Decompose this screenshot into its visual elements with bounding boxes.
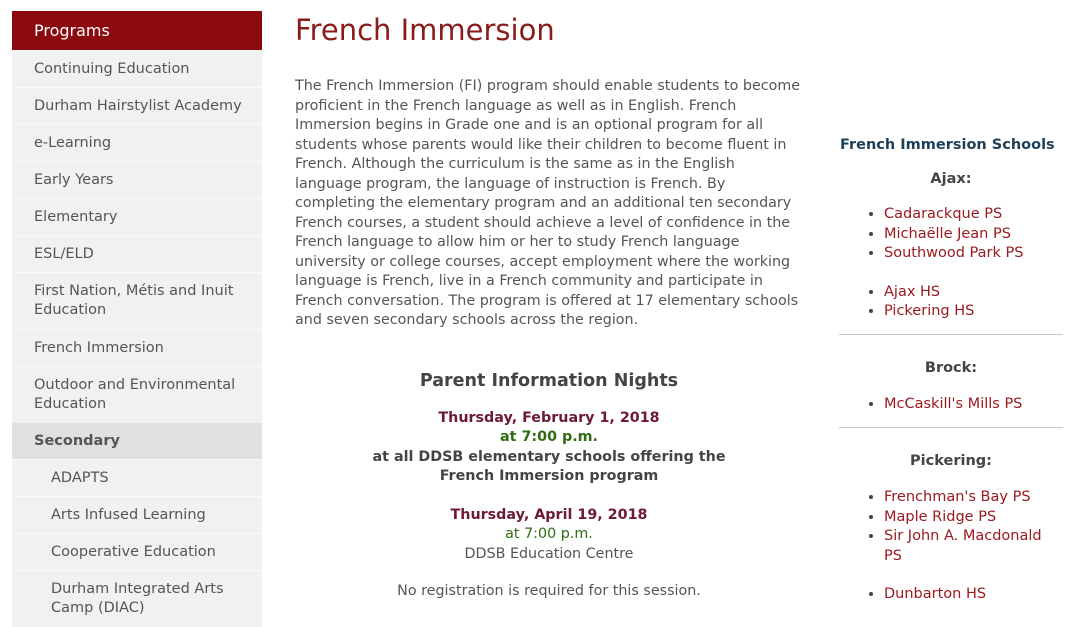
event-description-line1: at all DDSB elementary schools offering the <box>372 448 726 465</box>
town-heading-ajax: Ajax: <box>930 171 972 187</box>
sidebar-item-elementary[interactable]: Elementary <box>12 198 262 235</box>
sidebar-subitem-diac[interactable]: Durham Integrated Arts Camp (DIAC) <box>12 570 262 627</box>
sidebar-item-outdoor-education[interactable]: Outdoor and Environmental Education <box>12 366 262 423</box>
page-title: French Immersion <box>295 13 555 47</box>
event-location: DDSB Education Centre <box>464 545 634 562</box>
sidebar-subitem-cooperative-education[interactable]: Cooperative Education <box>12 533 262 570</box>
event-date: Thursday, February 1, 2018 <box>438 409 660 426</box>
event-description-line2: French Immersion program <box>439 468 659 484</box>
schools-panel-title: French Immersion Schools <box>840 137 1055 153</box>
ajax-elementary-list <box>839 205 1063 264</box>
brock-elementary-list <box>839 395 1063 415</box>
intro-paragraph: The French Immersion (FI) program should enable students to become proficient in the French language as well as in English. French Immersion begins in Grade one and is an optional program for all students whose parents would like their children to become fluent in French. Although the curriculum is the same as in the English language program, the language of instruction is French. By completing the elementary program and an additional ten secondary French courses, a student should achieve a level of confidence in the French language to allow him or her to study French language university or college courses, accept employment where the working language is French, live in a French community and participate in French conversation. The program is offered at 17 elementary schools and seven secondary schools across the region. <box>295 78 801 328</box>
school-link[interactable]: • Cadarackque PS <box>884 205 1063 225</box>
school-link[interactable]: • Dunbarton HS <box>884 585 1063 605</box>
event-april <box>295 506 803 565</box>
town-heading-brock: Brock: <box>924 359 978 376</box>
school-link[interactable]: • Southwood Park PS <box>884 244 1063 264</box>
divider <box>839 334 1063 335</box>
no-registration-note: No registration is required for this session. <box>397 583 701 599</box>
event-date: Thursday, April 19, 2018 <box>450 506 648 523</box>
sidebar-item-e-learning[interactable]: e-Learning <box>12 124 262 161</box>
school-link[interactable]: • Michaëlle Jean PS <box>884 225 1063 245</box>
sidebar-item-first-nation[interactable]: First Nation, Métis and Inuit Education <box>12 272 262 329</box>
event-february <box>295 409 803 487</box>
school-link[interactable]: • Sir John A. Macdonald PS <box>884 527 1063 566</box>
sidebar-item-programs[interactable]: Programs <box>12 11 262 50</box>
sidebar-section-secondary[interactable]: Secondary <box>12 423 262 459</box>
parent-nights-heading: Parent Information Nights <box>419 370 679 391</box>
pickering-secondary-list <box>839 585 1063 605</box>
main-content <box>295 10 805 599</box>
sidebar-item-french-immersion[interactable]: French Immersion <box>12 329 262 366</box>
school-link[interactable]: • Pickering HS <box>884 302 1063 322</box>
event-time: at 7:00 p.m. <box>500 429 598 445</box>
school-link[interactable]: • Maple Ridge PS <box>884 508 1063 528</box>
sidebar-item-durham-hairstylist-academy[interactable]: Durham Hairstylist Academy <box>12 87 262 124</box>
school-link[interactable]: • Frenchman's Bay PS <box>884 488 1063 508</box>
school-link[interactable]: • Ajax HS <box>884 283 1063 303</box>
sidebar-item-early-years[interactable]: Early Years <box>12 161 262 198</box>
event-time: at 7:00 p.m. <box>505 526 593 542</box>
schools-panel <box>839 137 1063 605</box>
sidebar-subitem-arts-infused-learning[interactable]: Arts Infused Learning <box>12 496 262 533</box>
divider <box>839 427 1063 428</box>
ajax-secondary-list <box>839 283 1063 322</box>
school-link[interactable]: • McCaskill's Mills PS <box>884 395 1063 415</box>
sidebar-item-esl-eld[interactable]: ESL/ELD <box>12 235 262 272</box>
sidebar-nav <box>12 11 262 627</box>
sidebar-subitem-adapts[interactable]: ADAPTS <box>12 459 262 496</box>
sidebar-item-continuing-education[interactable]: Continuing Education <box>12 50 262 87</box>
pickering-elementary-list <box>839 488 1063 566</box>
town-heading-pickering: Pickering: <box>910 453 992 469</box>
